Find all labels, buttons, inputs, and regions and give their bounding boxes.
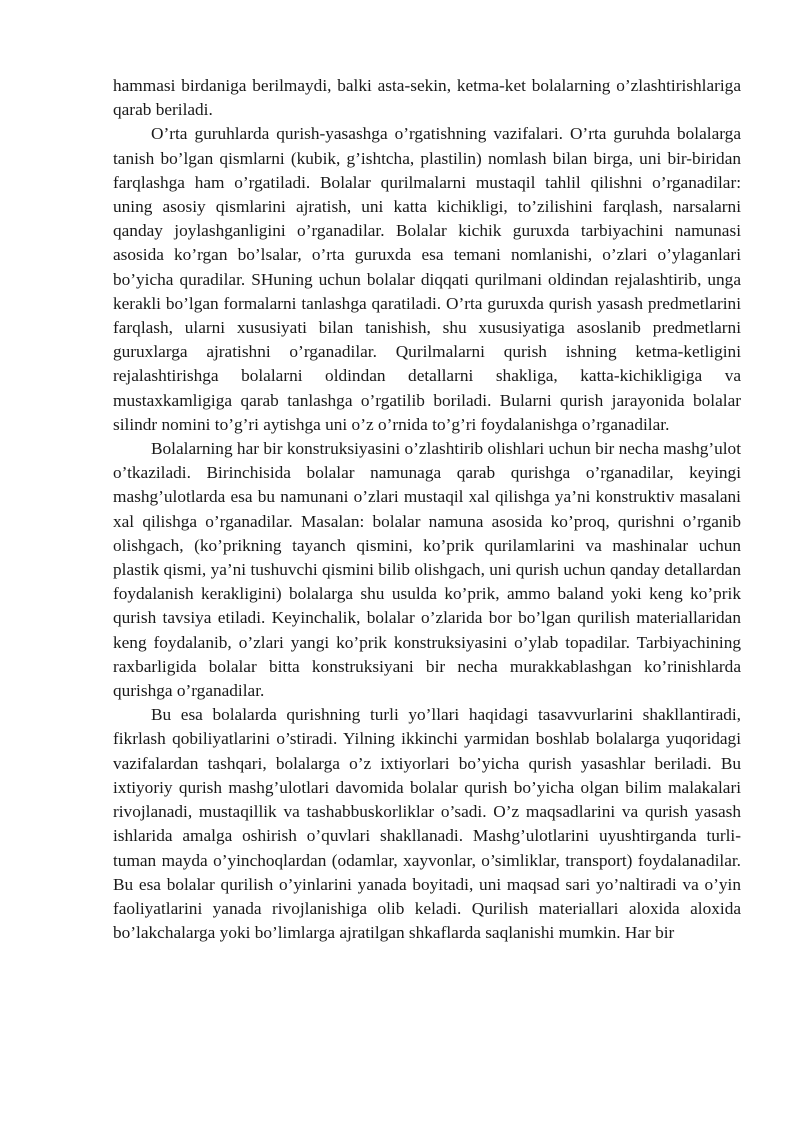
- paragraph-continuation: hammasi birdaniga berilmaydi, balki asta-sekin, ketma-ket bolalarning o’zlashtirishlariga qarab beriladi.: [113, 76, 741, 120]
- document-page: [113, 74, 741, 945]
- paragraph-construction-methods: Bu esa bolalarda qurishning turli yo’llari haqidagi tasavvurlarini shakllantiradi, fikrlash qobiliyatlarini o’stiradi. Yilning ikkinchi yarmidan boshlab bolalarga yuqoridagi vazifalardan tashqari, bolalarga o’z ixtiyorlari bo’yicha qurish yasashlar beriladi. Bu ixtiyoriy qurish mashg’ulotlari davomida bolalar qurish bo’yicha olgan bilim malakalari rivojlanadi, mustaqillik va tashabbuskorliklar o’sadi. O’z maqsadlarini va qurish yasash ishlarida amalga oshirish o’quvlari shakllanadi. Mashg’ulotlarini uyushtirganda turli-tuman mayda o’yinchoqlardan (odamlar, xayvonlar, o’simliklar, transport) foydalanadilar. Bu esa bolalar qurilish o’yinlarini yanada boyitadi, uni maqsad sari yo’naltiradi va o’yin faoliyatlarini yanada rivojlanishiga olib keladi. Qurilish materiallari aloxida aloxida bo’lakchalarga yoki bo’limlarga ajratilgan shkaflarda saqlanishi mumkin. Har bir: [113, 705, 741, 943]
- paragraph-middle-group-tasks: O’rta guruhlarda qurish-yasashga o’rgatishning vazifalari. O’rta guruhda bolalarga tanish bo’lgan qismlarni (kubik, g’ishtcha, plastilin) nomlash bilan birga, uni bir-biridan farqlashga ham o’rgatiladi. Bolalar qurilmalarni mustaqil tahlil qilishni o’rganadilar: uning asosiy qismlarini ajratish, uni katta kichikligi, to’zilishini farqlash, narsalarni qanday joylashganligini o’rganadilar. Bolalar kichik guruxda tarbiyachini namunasi asosida ko’rgan bo’lsalar, o’rta guruxda esa temani nomlanishi, o’zlari o’ylaganlari bo’yicha quradilar. SHuning uchun bolalar diqqati qurilmani oldindan rejalashtirib, unga kerakli bo’lgan formalarni tanlashga qaratiladi. O’rta guruxda qurish yasash predmetlarini farqlash, ularni xususiyati bilan tanishish, shu xususiyatiga asoslanib predmetlarni guruxlarga ajratishni o’rganadilar. Qurilmalarni qurish ishning ketma-ketligini rejalashtirishga bolalarni oldindan detallarni shakliga, katta-kichikligiga va mustaxkamligiga qarab tanlashga o’rgatilib boriladi. Bularni qurish jarayonida bolalar silindr nomini to’g’ri aytishga uni o’z o’rnida to’g’ri foydalanishga o’rganadilar.: [113, 124, 741, 434]
- paragraph-construction-lessons: Bolalarning har bir konstruksiyasini o’zlashtirib olishlari uchun bir necha mashg’ulot o’tkaziladi. Birinchisida bolalar namunaga qarab qurishga o’rganadilar, keyingi mashg’ulotlarda esa bu namunani o’zlari mustaqil xal qilishga ya’ni konstruktiv masalani xal qilishga o’rganadilar. Masalan: bolalar namuna asosida ko’proq, qurishni o’rganib olishgach, (ko’prikning tayanch qismini, ko’prik qurilamlarini va mashinalar uchun plastik qismi, ya’ni tushuvchi qismini bilib olishgach, uni qurish uchun qanday detallardan foydalanish kerakligini) bolalarga shu usulda ko’prik, ammo baland yoki keng ko’prik qurish tavsiya etiladi. Keyinchalik, bolalar o’zlarida bor bo’lgan qurilish materiallaridan keng foydalanib, o’zlari yangi ko’prik konstruksiyasini o’ylab topadilar. Tarbiyachining raxbarligida bolalar bitta konstruksiyani bir necha murakkablashgan ko’rinishlarda qurishga o’rganadilar.: [113, 439, 741, 701]
